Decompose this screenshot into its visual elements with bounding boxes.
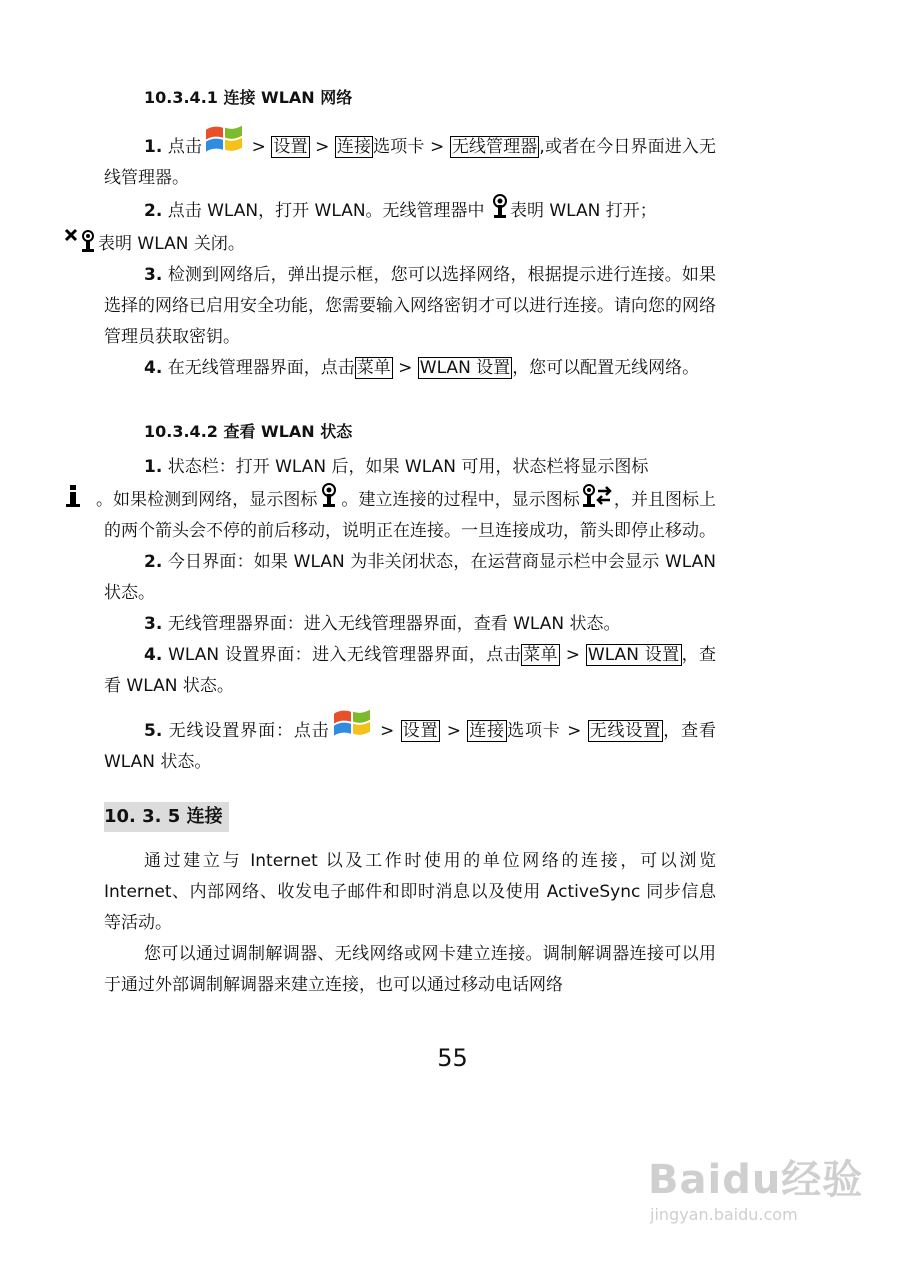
- wlan-available-icon: [64, 483, 82, 509]
- wireless-settings-label: 无线设置: [589, 721, 662, 741]
- paragraph: 2. 今日界面：如果 WLAN 为非关闭状态，在运营商显示栏中会显示 WLAN 状态。: [104, 552, 716, 603]
- paragraph: 5. 无线设置界面：点击 > 设置 > 连接 选项卡 > 无线设置 ，查看 WLAN 状态。: [104, 702, 716, 778]
- section-heading-connections: 10. 3. 5 连接: [104, 802, 229, 832]
- wlan-connecting-icon: [580, 483, 614, 509]
- paragraph: 4. 在无线管理器界面，点击 菜单 > WLAN 设置 ，您可以配置无线网络。: [144, 358, 700, 378]
- menu-label: 菜单: [356, 358, 391, 378]
- document-page: [96, 84, 717, 1001]
- section-heading-view-wlan-status: 10.3.4.2 查看 WLAN 状态: [144, 422, 353, 441]
- paragraph: 1. 点击 > 设置 > 连接 选项卡 > 无线管理器 ,或者在今日界面进入无线管理器。: [104, 118, 716, 194]
- connections-tab-label: 连接: [336, 137, 372, 157]
- page-number: 55: [437, 1044, 468, 1072]
- paragraph: 1. 状态栏：打开 WLAN 后，如果 WLAN 可用，状态栏将显示图标 。如果检测到网络，显示图标 。建立连接的过程中，显示图标 ，并且图标上的两个箭头会不停的前后移动，说明正在连接。一旦连接成功，箭头即停止移动。: [104, 452, 716, 547]
- menu-label: 菜单: [523, 645, 558, 665]
- wlan-detected-icon: [317, 483, 341, 509]
- watermark-logo: Baidu经验 jingyan.baidu.com: [648, 1157, 864, 1224]
- wlan-on-icon: [490, 194, 510, 220]
- wlan-off-icon: [64, 227, 98, 253]
- settings-button-label: 设置: [402, 721, 439, 741]
- windows-start-icon: [330, 702, 374, 738]
- wireless-manager-label: 无线管理器: [451, 137, 538, 157]
- section-heading-connect-wlan: 10.3.4.1 连接 WLAN 网络: [144, 88, 353, 107]
- paragraph: 您可以通过调制解调器、无线网络或网卡建立连接。调制解调器连接可以用于通过外部调制解调器来建立连接，也可以通过移动电话网络: [104, 944, 716, 995]
- paragraph: 3. 检测到网络后，弹出提示框，您可以选择网络，根据提示进行连接。如果选择的网络已启用安全功能，您需要输入网络密钥才可以进行连接。请向您的网络管理员获取密钥。: [104, 265, 716, 347]
- settings-button-label: 设置: [273, 137, 308, 157]
- wlan-settings-label: WLAN 设置: [587, 645, 680, 665]
- connections-tab-label: 连接: [469, 721, 506, 741]
- paragraph: 4. WLAN 设置界面：进入无线管理器界面，点击 菜单 > WLAN 设置 ，查看 WLAN 状态。: [104, 645, 716, 696]
- paragraph: 2. 点击 WLAN，打开 WLAN。无线管理器中 表明 WLAN 打开； 表明 WLAN 关闭。: [104, 194, 716, 260]
- paragraph: 通过建立与 Internet 以及工作时使用的单位网络的连接，可以浏览 Internet、内部网络、收发电子邮件和即时消息以及使用 ActiveSync 同步信息等活动。: [104, 851, 716, 933]
- wlan-settings-label: WLAN 设置: [419, 358, 511, 378]
- paragraph: 3. 无线管理器界面：进入无线管理器界面，查看 WLAN 状态。: [144, 614, 621, 634]
- windows-start-icon: [202, 118, 246, 154]
